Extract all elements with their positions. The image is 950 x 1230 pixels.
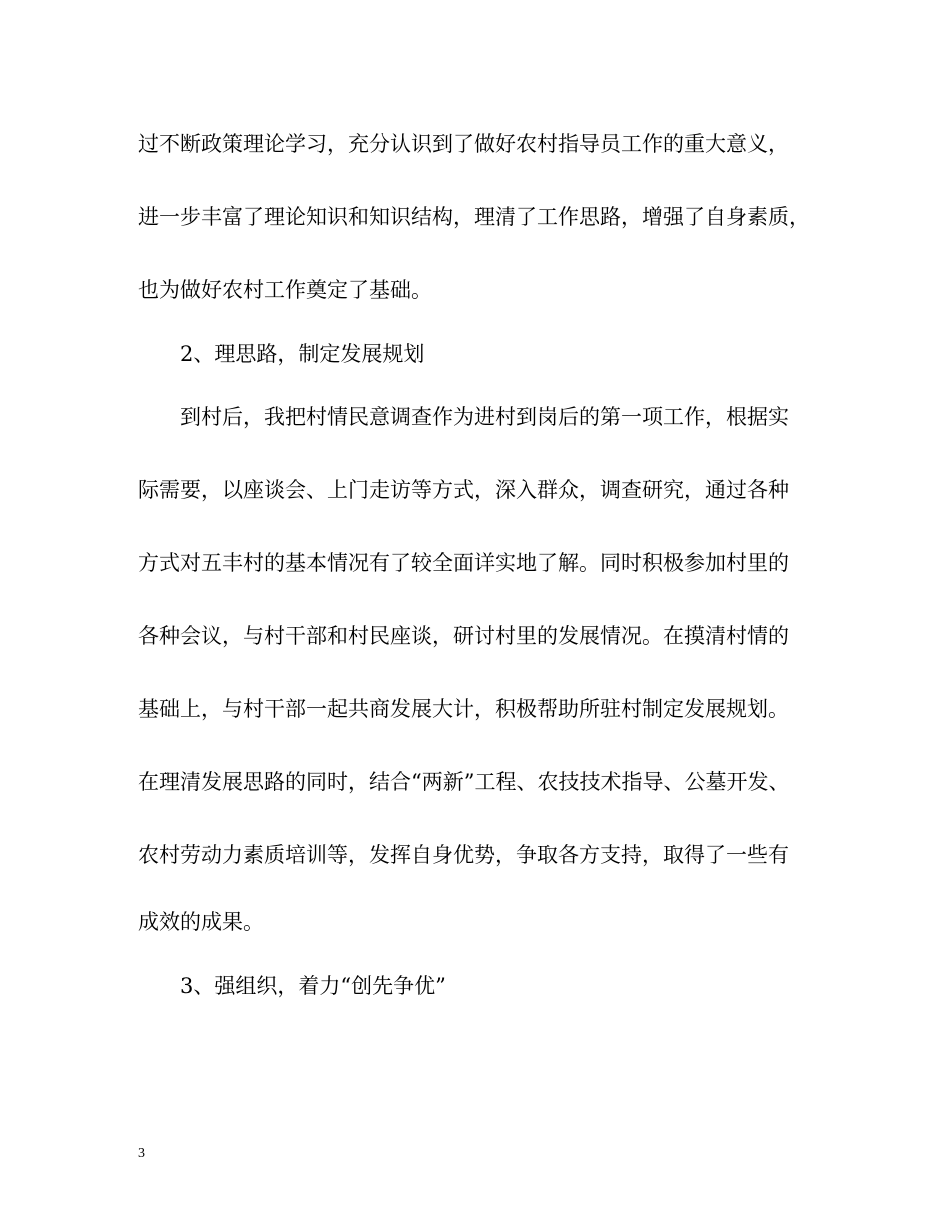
paragraph-line: 也为做好农村工作奠定了基础。 <box>138 278 432 302</box>
paragraph-line: 方式对五丰村的基本情况有了较全面详实地了解。同时积极参加村里的 <box>138 551 789 575</box>
paragraph-line: 各种会议，与村干部和村民座谈，研讨村里的发展情况。在摸清村情的 <box>138 624 789 648</box>
section-heading: 3、强组织，着力“创先争优” <box>180 974 446 998</box>
page-number: 3 <box>138 1146 145 1161</box>
paragraph-line: 进一步丰富了理论知识和知识结构，理清了工作思路，增强了自身素质， <box>138 205 810 229</box>
paragraph-line: 成效的成果。 <box>138 910 264 934</box>
paragraph-line: 基础上，与村干部一起共商发展大计，积极帮助所驻村制定发展规划。 <box>138 697 789 721</box>
paragraph-line: 到村后，我把村情民意调查作为进村到岗后的第一项工作，根据实 <box>180 405 789 429</box>
paragraph-line: 在理清发展思路的同时，结合“两新”工程、农技技术指导、公墓开发、 <box>138 770 790 794</box>
paragraph-line: 农村劳动力素质培训等，发挥自身优势，争取各方支持，取得了一些有 <box>138 843 789 867</box>
section-heading: 2、理思路，制定发展规划 <box>180 342 425 366</box>
paragraph-line: 际需要，以座谈会、上门走访等方式，深入群众，调查研究，通过各种 <box>138 478 789 502</box>
paragraph-line: 过不断政策理论学习，充分认识到了做好农村指导员工作的重大意义， <box>138 132 789 156</box>
